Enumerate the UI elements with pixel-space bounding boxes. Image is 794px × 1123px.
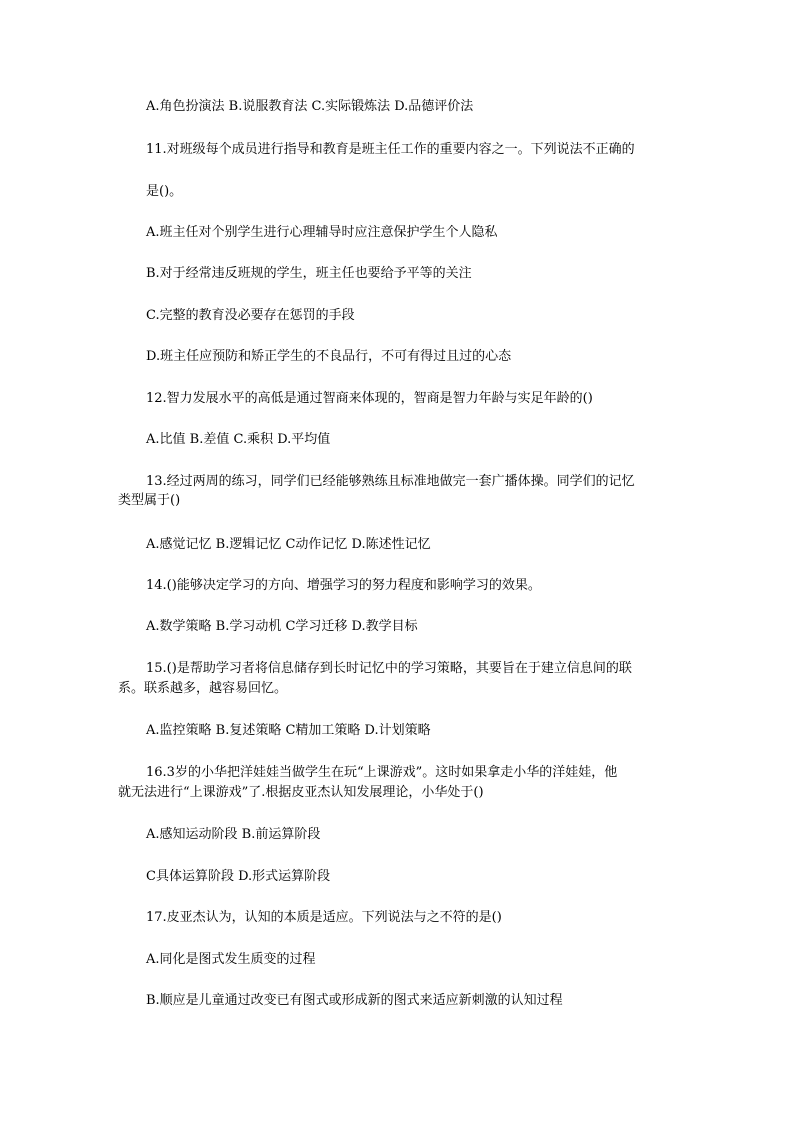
q15-stem-line1: 15.()是帮助学习者将信息储存到长时记忆中的学习策略，其要旨在于建立信息间的联	[146, 661, 632, 676]
q17-option-a: A.同化是图式发生质变的过程	[146, 952, 316, 967]
q16-options-cd: C具体运算阶段 D.形式运算阶段	[146, 869, 331, 884]
q16-stem-line2: 就无法进行“上课游戏”了.根据皮亚杰认知发展理论，小华处于()	[118, 785, 484, 800]
q11-option-d: D.班主任应预防和矫正学生的不良品行，不可有得过且过的心态	[146, 349, 512, 364]
q14-stem: 14.()能够决定学习的方向、增强学习的努力程度和影响学习的效果。	[146, 578, 541, 593]
q15-options: A.监控策略 B.复述策略 C精加工策略 D.计划策略	[146, 723, 431, 738]
q12-stem: 12.智力发展水平的高低是通过智商来体现的，智商是智力年龄与实足年龄的()	[146, 391, 593, 406]
q11-stem-line1: 11.对班级每个成员进行指导和教育是班主任工作的重要内容之一。下列说法不正确的	[146, 142, 635, 157]
q12-options: A.比值 B.差值 C.乘积 D.平均值	[146, 432, 331, 447]
q17-option-b: B.顺应是儿童通过改变已有图式或形成新的图式来适应新刺激的认知过程	[146, 993, 563, 1008]
q13-stem-line2: 类型属于()	[118, 493, 181, 508]
q15-stem-line2: 系。联系越多，越容易回忆。	[118, 681, 288, 696]
q11-option-b: B.对于经常违反班规的学生，班主任也要给予平等的关注	[146, 266, 472, 281]
q13-stem-line1: 13.经过两周的练习，同学们已经能够熟练且标准地做完一套广播体操。同学们的记忆	[146, 474, 635, 489]
q11-stem-line2: 是()。	[146, 184, 183, 199]
q14-options: A.数学策略 B.学习动机 C学习迁移 D.教学目标	[146, 619, 418, 634]
q11-option-c: C.完整的教育没必要存在惩罚的手段	[146, 308, 355, 323]
q11-option-a: A.班主任对个别学生进行心理辅导时应注意保护学生个人隐私	[146, 225, 498, 240]
q10-options: A.角色扮演法 B.说服教育法 C.实际锻炼法 D.品德评价法	[146, 99, 474, 114]
q16-stem-line1: 16.3岁的小华把洋娃娃当做学生在玩“上课游戏”。这时如果拿走小华的洋娃娃，他	[146, 765, 618, 780]
q16-options-ab: A.感知运动阶段 B.前运算阶段	[146, 827, 321, 842]
q13-options: A.感觉记忆 B.逻辑记忆 C动作记忆 D.陈述性记忆	[146, 537, 431, 552]
q17-stem: 17.皮亚杰认为，认知的本质是适应。下列说法与之不符的是()	[146, 910, 502, 925]
